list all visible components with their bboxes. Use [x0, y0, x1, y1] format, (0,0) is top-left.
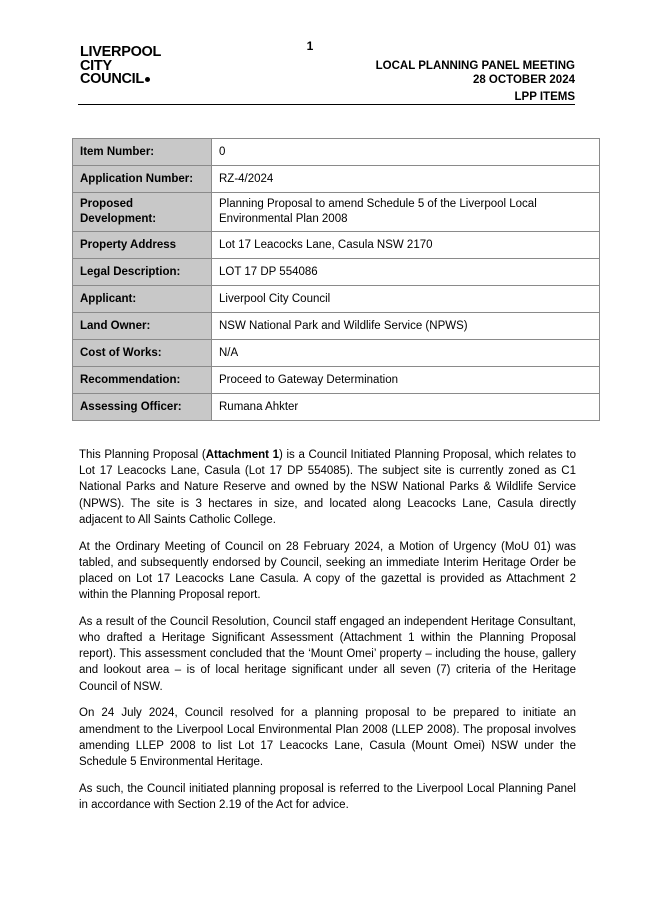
meeting-header	[376, 59, 575, 104]
page-number: 1	[306, 39, 314, 53]
paragraph-text: This Planning Proposal (	[79, 449, 206, 461]
table-row	[73, 340, 600, 367]
row-value: Liverpool City Council	[212, 286, 600, 313]
paragraph-referral: As such, the Council initiated planning proposal is referred to the Liverpool Local Planning Panel in accordance with Section 2.19 of the Act for advice.	[79, 782, 576, 811]
row-label: Cost of Works:	[73, 340, 212, 367]
row-label: Item Number:	[73, 139, 212, 166]
logo-dot-icon	[145, 77, 150, 82]
row-label: Assessing Officer:	[73, 394, 212, 421]
paragraph-amendment: On 24 July 2024, Council resolved for a planning proposal to be prepared to initiate an amendment to the Liverpool Local Environmental Plan 2008 (LLEP 2008). The proposal involves amending LLEP 2008 to list Lot 17 Leacocks Lane, Casula (Mount Omei) NSW under the Schedule 5 Environmental Heritage.	[79, 707, 576, 768]
row-label: Legal Description:	[73, 259, 212, 286]
row-label: Recommendation:	[73, 367, 212, 394]
table-row	[73, 193, 600, 232]
row-label: Applicant:	[73, 286, 212, 313]
meeting-section: LPP ITEMS	[514, 91, 575, 103]
row-label: Application Number:	[73, 166, 212, 193]
paragraph-intro	[79, 447, 576, 528]
table-row	[73, 259, 600, 286]
row-value: 0	[212, 139, 600, 166]
attachment-reference: Attachment 1	[205, 449, 280, 461]
row-value: LOT 17 DP 554086	[212, 259, 600, 286]
paragraph-resolution: As a result of the Council Resolution, Council staff engaged an independent Heritage Consultant, who drafted a Heritage Significant Assessment (Attachment 1 within the Planning Proposal report). This assessment concluded that the ‘Mount Omei’ property – including the house, gallery and lookout area – is of local heritage significant under all seven (7) criteria of the Heritage Council of NSW.	[79, 615, 576, 693]
header-divider	[78, 104, 575, 105]
logo-line-1: LIVERPOOL	[80, 44, 162, 60]
liverpool-city-council-logo	[80, 46, 161, 87]
meeting-title: LOCAL PLANNING PANEL MEETING	[375, 60, 575, 72]
logo-line-2: CITY	[80, 57, 112, 74]
table-row	[73, 394, 600, 421]
table-row	[73, 313, 600, 340]
row-value: N/A	[212, 340, 600, 367]
paragraph-meeting: At the Ordinary Meeting of Council on 28 February 2024, a Motion of Urgency (MoU 01) was tabled, and subsequently endorsed by Council, seeking an immediate Interim Heritage Order be placed on Lot 17 Leacocks Lane Casula. A copy of the gazettal is provided as Attachment 2 within the Planning Proposal report.	[79, 540, 576, 602]
row-label: Land Owner:	[73, 313, 212, 340]
table-row	[73, 286, 600, 313]
row-value: Proceed to Gateway Determination	[212, 367, 600, 394]
table-row	[73, 166, 600, 193]
meeting-date: 28 OCTOBER 2024	[472, 74, 575, 86]
row-value: RZ-4/2024	[212, 166, 600, 193]
application-details-table	[72, 138, 600, 421]
row-value: Lot 17 Leacocks Lane, Casula NSW 2170	[212, 232, 600, 259]
row-label: Property Address	[73, 232, 212, 259]
row-value: Rumana Ahkter	[212, 394, 600, 421]
paragraph-text: ) is a Council Initiated Planning Proposal, which relates to Lot 17 Leacocks Lane, Casula (Lot 17 DP 554085). The subject site is currently zoned as C1 National Parks and Nature Reserve and owned by the NSW National Parks & Wildlife Service (NPWS). The site is 3 hectares in size, and located along Leacocks Lane, Casula directly adjacent to All Saints Catholic College.	[79, 449, 576, 526]
report-body	[79, 447, 576, 824]
logo-line-3: COUNCIL	[80, 71, 144, 87]
table-row	[73, 139, 600, 166]
row-value: NSW National Park and Wildlife Service (NPWS)	[212, 313, 600, 340]
table-row	[73, 232, 600, 259]
row-label: Proposed Development:	[73, 193, 212, 232]
row-value: Planning Proposal to amend Schedule 5 of the Liverpool Local Environmental Plan 2008	[212, 193, 600, 232]
table-row	[73, 367, 600, 394]
